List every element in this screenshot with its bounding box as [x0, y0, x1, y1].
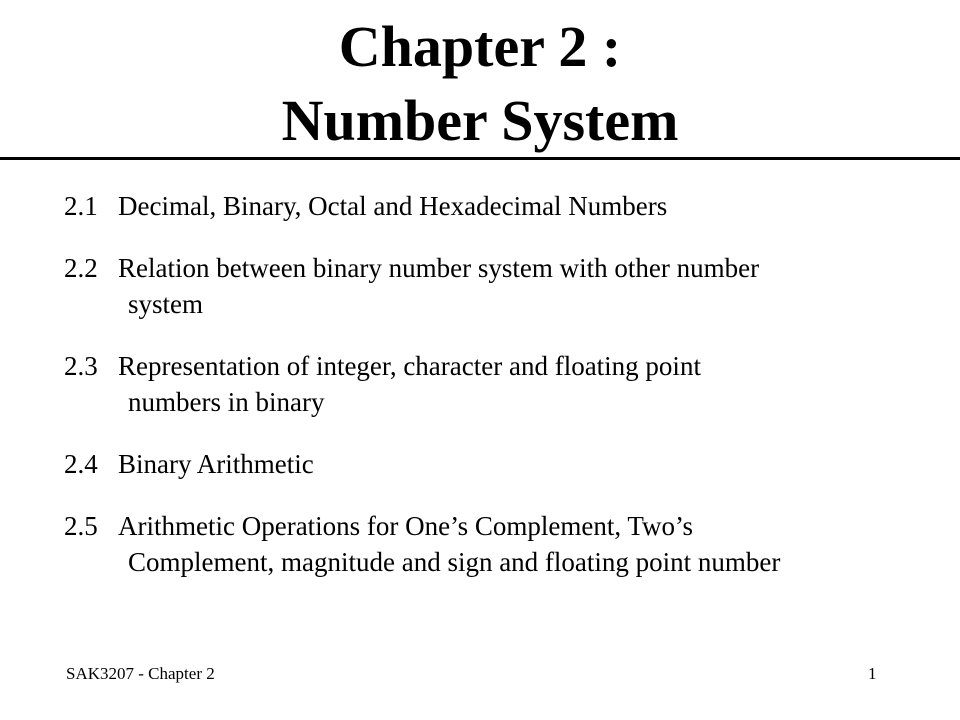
section-text-continuation: system — [128, 289, 204, 319]
section-text-continuation: numbers in binary — [128, 387, 325, 417]
section-item-2-2 — [64, 250, 944, 322]
footer-page-number: 1 — [868, 664, 877, 683]
section-text: Arithmetic Operations for One’s Complement, Two’s — [118, 511, 694, 541]
section-number: 2.5 — [64, 511, 98, 541]
section-text: Binary Arithmetic — [118, 449, 314, 479]
section-number: 2.4 — [64, 449, 98, 479]
section-number: 2.1 — [64, 191, 98, 221]
section-text-continuation: Complement, magnitude and sign and floating point number — [128, 547, 781, 577]
section-item-2-4 — [64, 446, 944, 482]
title-divider — [0, 157, 960, 160]
section-item-2-1 — [64, 188, 944, 224]
section-number: 2.3 — [64, 351, 98, 381]
slide-title-line-1: Chapter 2 : — [338, 14, 622, 79]
section-text: Relation between binary number system with other number — [118, 253, 760, 283]
footer-course-label: SAK3207 - Chapter 2 — [66, 664, 215, 683]
section-item-2-5 — [64, 508, 944, 580]
section-text: Representation of integer, character and floating point — [118, 351, 701, 381]
section-item-2-3 — [64, 348, 944, 420]
slide-title-line-2: Number System — [281, 88, 679, 153]
section-list — [64, 188, 944, 606]
section-text: Decimal, Binary, Octal and Hexadecimal Numbers — [118, 191, 668, 221]
section-number: 2.2 — [64, 253, 98, 283]
